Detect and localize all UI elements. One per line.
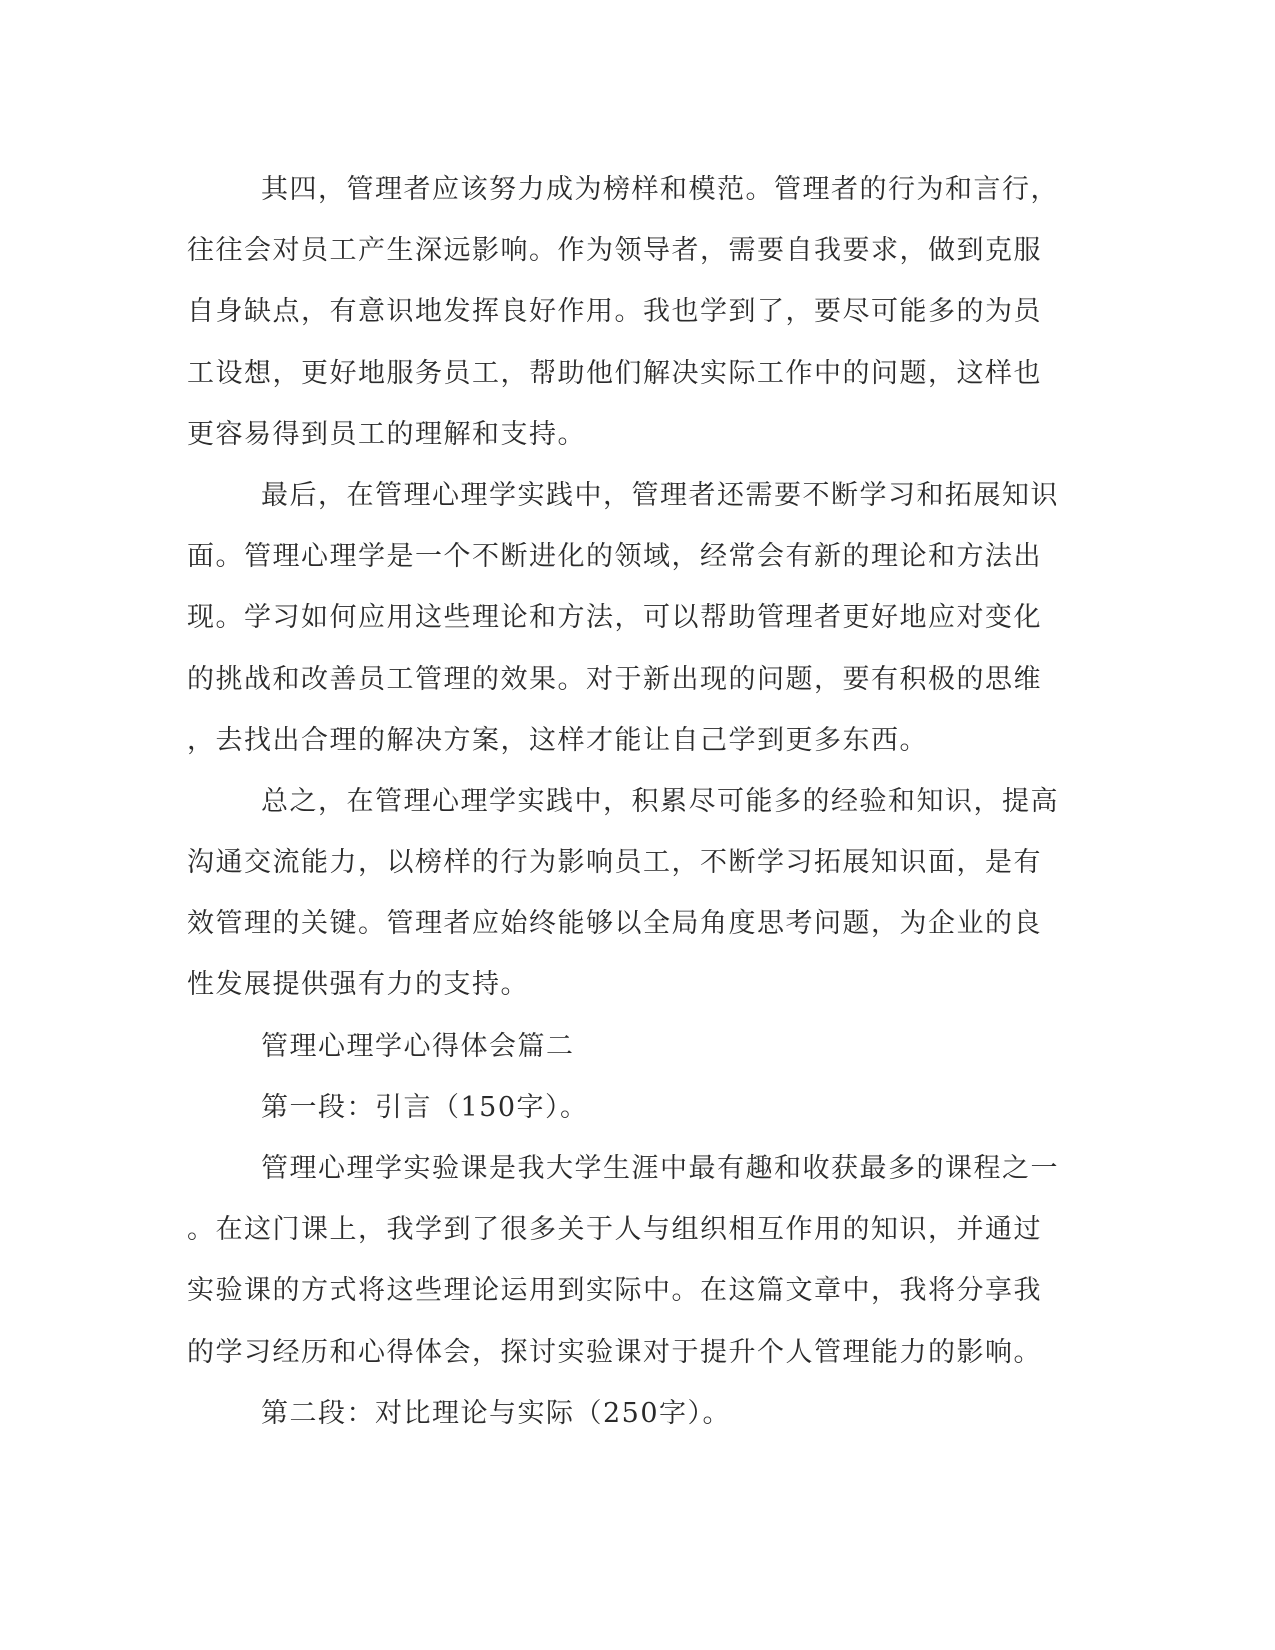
- text-line: 往往会对员工产生深远影响。作为领导者，需要自我要求，做到克服: [187, 235, 1042, 267]
- text-line: 管理心理学实验课是我大学生涯中最有趣和收获最多的课程之一: [261, 1153, 1059, 1184]
- text-line: 自身缺点，有意识地发挥良好作用。我也学到了，要尽可能多的为员: [187, 296, 1042, 328]
- paragraph-intro: [187, 1138, 1067, 1383]
- section-heading-intro: [187, 1077, 1067, 1138]
- section-title: 第一段：引言（150字）。: [261, 1091, 589, 1123]
- text-line: 其四，管理者应该努力成为榜样和模范。管理者的行为和言行，: [261, 174, 1059, 205]
- text-line: 更容易得到员工的理解和支持。: [187, 418, 586, 450]
- text-line: 性发展提供强有力的支持。: [187, 969, 529, 1001]
- paragraph-summary: [187, 771, 1067, 1016]
- article-heading: [187, 1016, 1067, 1077]
- section-heading-comparison: [187, 1383, 1067, 1444]
- text-line: 现。学习如何应用这些理论和方法，可以帮助管理者更好地应对变化: [187, 602, 1042, 634]
- paragraph-role-model: [187, 159, 1067, 465]
- text-line: 最后，在管理心理学实践中，管理者还需要不断学习和拓展知识: [261, 479, 1059, 511]
- text-line: 沟通交流能力，以榜样的行为影响员工，不断学习拓展知识面，是有: [187, 847, 1042, 879]
- document-body: [187, 159, 1067, 1444]
- text-line: 工设想，更好地服务员工，帮助他们解决实际工作中的问题，这样也: [187, 357, 1042, 389]
- text-line: 面。管理心理学是一个不断进化的领域，经常会有新的理论和方法出: [187, 541, 1042, 573]
- text-line: 。在这门课上，我学到了很多关于人与组织相互作用的知识，并通过: [187, 1214, 1042, 1246]
- text-line: 的学习经历和心得体会，探讨实验课对于提升个人管理能力的影响。: [187, 1336, 1042, 1368]
- text-line: 效管理的关键。管理者应始终能够以全局角度思考问题，为企业的良: [187, 908, 1042, 940]
- section-title: 第二段：对比理论与实际（250字）。: [261, 1397, 732, 1429]
- text-line: 实验课的方式将这些理论运用到实际中。在这篇文章中，我将分享我: [187, 1275, 1042, 1307]
- text-line: ，去找出合理的解决方案，这样才能让自己学到更多东西。: [187, 724, 928, 756]
- heading-text: 管理心理学心得体会篇二: [261, 1030, 575, 1062]
- text-line: 总之，在管理心理学实践中，积累尽可能多的经验和知识，提高: [261, 785, 1059, 817]
- text-line: 的挑战和改善员工管理的效果。对于新出现的问题，要有积极的思维: [187, 663, 1042, 695]
- paragraph-continuous-learning: [187, 465, 1067, 771]
